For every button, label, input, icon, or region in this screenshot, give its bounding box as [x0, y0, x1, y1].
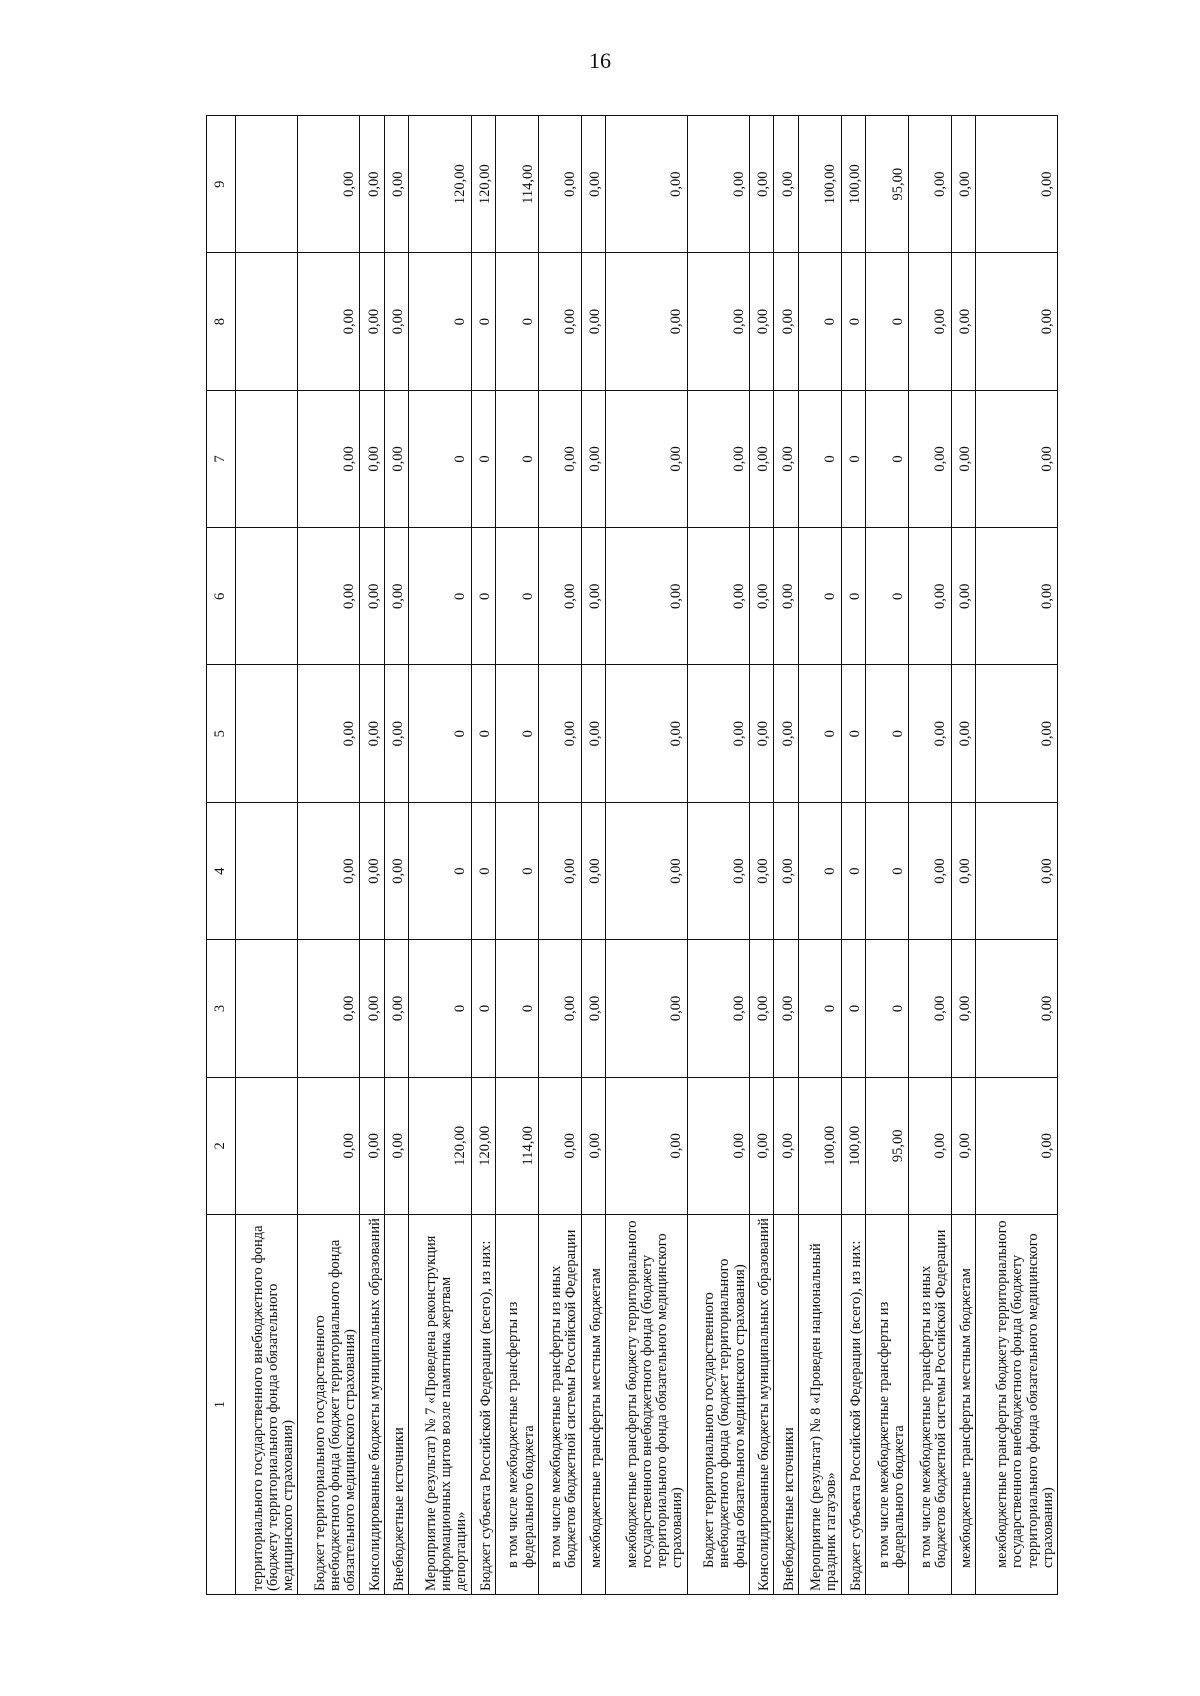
value-cell: 0: [841, 665, 866, 802]
value-cell: 0: [409, 940, 471, 1077]
value-cell: 0,00: [749, 802, 774, 939]
value-cell: [236, 253, 298, 390]
value-cell: 0,00: [774, 665, 799, 802]
value-cell: 0,00: [951, 802, 976, 939]
value-cell: 0,00: [606, 940, 688, 1077]
page-number: 16: [589, 48, 611, 73]
row-description: территориального государственного внебюджетного фонда (бюджету территориального фонда обязательного медицинского страхования): [236, 1215, 298, 1595]
value-cell: 0,00: [298, 390, 360, 527]
value-cell: 0,00: [538, 253, 581, 390]
value-cell: 0,00: [384, 665, 409, 802]
value-cell: 0,00: [360, 528, 385, 665]
column-header: 7: [207, 390, 236, 527]
value-cell: 0,00: [908, 665, 951, 802]
column-header: 9: [207, 116, 236, 253]
column-header: 3: [207, 940, 236, 1077]
value-cell: 0,00: [908, 253, 951, 390]
value-cell: 0: [866, 253, 909, 390]
value-cell: 0,00: [384, 116, 409, 253]
value-cell: 0,00: [298, 528, 360, 665]
value-cell: [236, 1077, 298, 1214]
value-cell: 0: [798, 802, 841, 939]
value-cell: 0,00: [581, 1077, 606, 1214]
table-row: [841, 116, 866, 1595]
row-description: Бюджет территориального государственного внебюджетного фонда (бюджет территориального фонда обязательного медицинского страхования): [298, 1215, 360, 1595]
column-header: 6: [207, 528, 236, 665]
column-header: 4: [207, 802, 236, 939]
value-cell: 0,00: [687, 390, 749, 527]
value-cell: 120,00: [409, 116, 471, 253]
value-cell: [236, 528, 298, 665]
value-cell: [236, 940, 298, 1077]
value-cell: 0: [409, 390, 471, 527]
value-cell: 0,00: [581, 253, 606, 390]
value-cell: 0,00: [976, 528, 1058, 665]
value-cell: 0,00: [976, 390, 1058, 527]
value-cell: 0: [841, 390, 866, 527]
value-cell: 0,00: [774, 802, 799, 939]
value-cell: 0,00: [581, 940, 606, 1077]
value-cell: 0: [866, 802, 909, 939]
value-cell: 0: [496, 665, 539, 802]
row-description: Консолидированные бюджеты муниципальных образований: [749, 1215, 774, 1595]
value-cell: 0: [409, 665, 471, 802]
value-cell: 0,00: [538, 528, 581, 665]
value-cell: 0: [496, 802, 539, 939]
column-header: 2: [207, 1077, 236, 1214]
value-cell: 0,00: [774, 940, 799, 1077]
value-cell: 0: [471, 802, 496, 939]
value-cell: 100,00: [798, 116, 841, 253]
value-cell: 0,00: [538, 665, 581, 802]
value-cell: 0,00: [360, 665, 385, 802]
value-cell: 0,00: [298, 116, 360, 253]
row-description: Бюджет территориального государственного внебюджетного фонда (бюджет территориального фонда обязательного медицинского страхования): [687, 1215, 749, 1595]
value-cell: 0,00: [581, 528, 606, 665]
value-cell: 0,00: [606, 1077, 688, 1214]
value-cell: 0,00: [384, 253, 409, 390]
value-cell: 95,00: [866, 1077, 909, 1214]
row-description: межбюджетные трансферты местным бюджетам: [951, 1215, 976, 1595]
value-cell: 0,00: [908, 1077, 951, 1214]
table-row: [236, 116, 298, 1595]
table-row: [908, 116, 951, 1595]
value-cell: 0,00: [538, 802, 581, 939]
value-cell: 120,00: [409, 1077, 471, 1214]
value-cell: 0,00: [360, 940, 385, 1077]
value-cell: 120,00: [471, 1077, 496, 1214]
value-cell: 0,00: [951, 116, 976, 253]
value-cell: [236, 116, 298, 253]
row-description: Мероприятие (результат) № 8 «Проведен национальный праздник гагаузов»: [798, 1215, 841, 1595]
row-description: Консолидированные бюджеты муниципальных образований: [360, 1215, 385, 1595]
value-cell: 0: [496, 528, 539, 665]
table-row: [749, 116, 774, 1595]
value-cell: 0,00: [774, 116, 799, 253]
value-cell: 0,00: [951, 253, 976, 390]
value-cell: 0: [496, 940, 539, 1077]
row-description: в том числе межбюджетные трансферты из федерального бюджета: [866, 1215, 909, 1595]
value-cell: 0,00: [908, 528, 951, 665]
value-cell: 0: [471, 253, 496, 390]
value-cell: 0: [798, 940, 841, 1077]
value-cell: 0,00: [687, 1077, 749, 1214]
value-cell: 0,00: [951, 940, 976, 1077]
value-cell: 0: [409, 253, 471, 390]
value-cell: [236, 665, 298, 802]
value-cell: 0,00: [360, 116, 385, 253]
value-cell: 0,00: [774, 390, 799, 527]
value-cell: 0,00: [976, 1077, 1058, 1214]
value-cell: 0,00: [581, 390, 606, 527]
value-cell: 0,00: [908, 390, 951, 527]
value-cell: 0,00: [384, 940, 409, 1077]
value-cell: 0,00: [951, 390, 976, 527]
value-cell: 0: [866, 528, 909, 665]
value-cell: 0,00: [749, 253, 774, 390]
value-cell: 0,00: [687, 802, 749, 939]
value-cell: 0,00: [384, 1077, 409, 1214]
value-cell: 0,00: [749, 1077, 774, 1214]
value-cell: 0,00: [774, 1077, 799, 1214]
value-cell: 114,00: [496, 116, 539, 253]
value-cell: 0,00: [606, 253, 688, 390]
row-description: Мероприятие (результат) № 7 «Проведена реконструкция информационных щитов возле памятника жертвам депортации»: [409, 1215, 471, 1595]
row-description: в том числе межбюджетные трансферты из иных бюджетов бюджетной системы Российской Федерации: [538, 1215, 581, 1595]
table-body: [236, 116, 1058, 1595]
value-cell: 0,00: [908, 940, 951, 1077]
table-row: [951, 116, 976, 1595]
value-cell: 0,00: [606, 528, 688, 665]
row-description: межбюджетные трансферты бюджету территориального государственного внебюджетного фонда (бюджету территориального фонда обязательного медицинского страхования): [606, 1215, 688, 1595]
value-cell: 0,00: [384, 528, 409, 665]
value-cell: 0,00: [951, 1077, 976, 1214]
value-cell: 0,00: [538, 940, 581, 1077]
value-cell: 0: [471, 390, 496, 527]
value-cell: 0,00: [581, 665, 606, 802]
row-description: Внебюджетные источники: [384, 1215, 409, 1595]
table-row: [798, 116, 841, 1595]
value-cell: 0,00: [976, 253, 1058, 390]
column-header: 5: [207, 665, 236, 802]
value-cell: 0,00: [384, 802, 409, 939]
value-cell: 0: [841, 528, 866, 665]
value-cell: 100,00: [841, 1077, 866, 1214]
value-cell: 0,00: [749, 390, 774, 527]
value-cell: 0: [841, 940, 866, 1077]
value-cell: 0: [866, 940, 909, 1077]
value-cell: 0,00: [749, 528, 774, 665]
row-description: межбюджетные трансферты местным бюджетам: [581, 1215, 606, 1595]
value-cell: 0,00: [298, 253, 360, 390]
value-cell: 0,00: [951, 528, 976, 665]
value-cell: 0,00: [360, 253, 385, 390]
value-cell: 0: [866, 390, 909, 527]
value-cell: 0,00: [606, 802, 688, 939]
value-cell: 100,00: [841, 116, 866, 253]
value-cell: 0,00: [951, 665, 976, 802]
budget-table: [206, 115, 1058, 1595]
value-cell: 114,00: [496, 1077, 539, 1214]
value-cell: 0,00: [976, 665, 1058, 802]
value-cell: 0,00: [360, 390, 385, 527]
value-cell: 0,00: [298, 1077, 360, 1214]
value-cell: 0,00: [360, 1077, 385, 1214]
table-row: [360, 116, 385, 1595]
table-row: [538, 116, 581, 1595]
value-cell: 0,00: [687, 665, 749, 802]
value-cell: 0,00: [749, 665, 774, 802]
value-cell: 0,00: [298, 802, 360, 939]
row-description: Бюджет субъекта Российской Федерации (всего), из них:: [471, 1215, 496, 1595]
table-row: [409, 116, 471, 1595]
value-cell: 0,00: [774, 528, 799, 665]
value-cell: 0,00: [908, 116, 951, 253]
value-cell: 0,00: [908, 802, 951, 939]
value-cell: 0,00: [687, 940, 749, 1077]
value-cell: 0,00: [606, 390, 688, 527]
value-cell: 0,00: [749, 940, 774, 1077]
value-cell: 0: [798, 665, 841, 802]
value-cell: 0,00: [976, 940, 1058, 1077]
value-cell: 0: [798, 528, 841, 665]
value-cell: 0,00: [687, 116, 749, 253]
value-cell: 100,00: [798, 1077, 841, 1214]
rotated-table-container: [206, 115, 1058, 1595]
value-cell: 0: [798, 253, 841, 390]
table-row: [976, 116, 1058, 1595]
value-cell: [236, 802, 298, 939]
value-cell: 0,00: [606, 665, 688, 802]
value-cell: 0,00: [687, 253, 749, 390]
value-cell: 0,00: [976, 116, 1058, 253]
value-cell: 0,00: [581, 116, 606, 253]
value-cell: 0: [841, 253, 866, 390]
row-description: Бюджет субъекта Российской Федерации (всего), из них:: [841, 1215, 866, 1595]
value-cell: 0,00: [298, 940, 360, 1077]
value-cell: 0: [496, 253, 539, 390]
value-cell: 95,00: [866, 116, 909, 253]
table-row: [496, 116, 539, 1595]
table-row: [384, 116, 409, 1595]
table-row: [866, 116, 909, 1595]
header-row: [207, 116, 236, 1595]
value-cell: 0,00: [687, 528, 749, 665]
value-cell: 0,00: [581, 802, 606, 939]
value-cell: 0,00: [360, 802, 385, 939]
row-description: межбюджетные трансферты бюджету территориального государственного внебюджетного фонда (бюджету территориального фонда обязательного медицинского страхования): [976, 1215, 1058, 1595]
value-cell: 0,00: [298, 665, 360, 802]
table-row: [606, 116, 688, 1595]
value-cell: 0,00: [774, 253, 799, 390]
value-cell: 0: [866, 665, 909, 802]
table-row: [298, 116, 360, 1595]
value-cell: 0,00: [606, 116, 688, 253]
column-header: 1: [207, 1215, 236, 1595]
value-cell: 0,00: [749, 116, 774, 253]
row-description: в том числе межбюджетные трансферты из федерального бюджета: [496, 1215, 539, 1595]
row-description: Внебюджетные источники: [774, 1215, 799, 1595]
row-description: в том числе межбюджетные трансферты из иных бюджетов бюджетной системы Российской Федерации: [908, 1215, 951, 1595]
value-cell: 0: [798, 390, 841, 527]
value-cell: 0: [471, 665, 496, 802]
value-cell: 0,00: [538, 116, 581, 253]
table-row: [581, 116, 606, 1595]
value-cell: 0,00: [538, 390, 581, 527]
table-row: [687, 116, 749, 1595]
table-row: [471, 116, 496, 1595]
value-cell: [236, 390, 298, 527]
column-header: 8: [207, 253, 236, 390]
value-cell: 120,00: [471, 116, 496, 253]
value-cell: 0,00: [976, 802, 1058, 939]
value-cell: 0: [841, 802, 866, 939]
table-row: [774, 116, 799, 1595]
value-cell: 0,00: [384, 390, 409, 527]
value-cell: 0: [409, 528, 471, 665]
value-cell: 0: [471, 940, 496, 1077]
value-cell: 0: [496, 390, 539, 527]
value-cell: 0,00: [538, 1077, 581, 1214]
value-cell: 0: [471, 528, 496, 665]
value-cell: 0: [409, 802, 471, 939]
